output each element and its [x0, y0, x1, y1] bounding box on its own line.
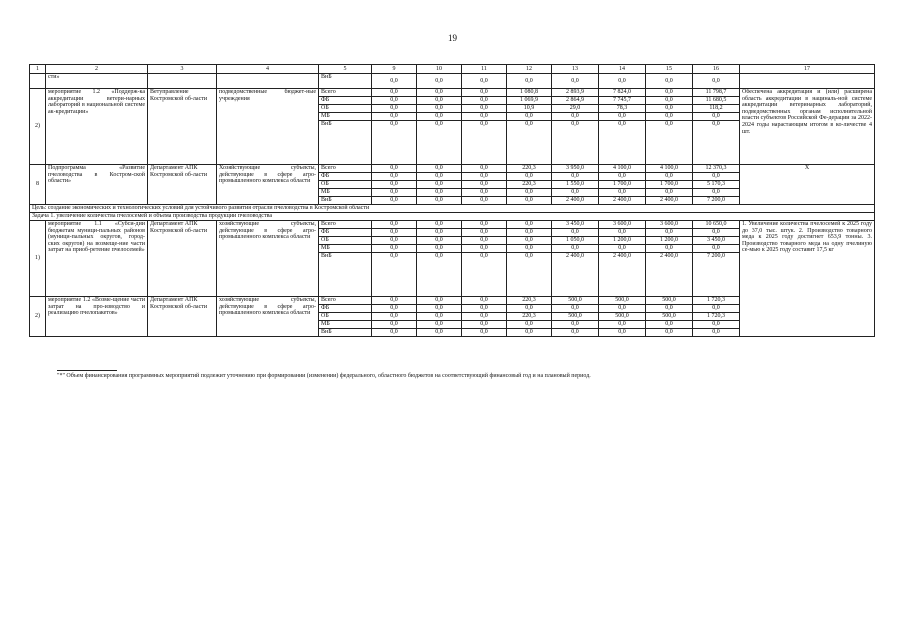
- value-cell: 4 100,0: [599, 165, 646, 173]
- value-cell: 0,0: [599, 74, 646, 89]
- value-cell: 1 080,8: [507, 89, 552, 97]
- value-cell: 0,0: [599, 245, 646, 253]
- value-cell: 0,0: [462, 173, 507, 181]
- value-cell: 0,0: [462, 105, 507, 113]
- value-cell: 0,0: [693, 173, 740, 181]
- row-title: мероприятие 1.2 «Поддерж-ка аккредитации ветери-нарных лабораторий в национальной системе ак-кредитации»: [46, 89, 148, 165]
- value-cell: 0,0: [417, 321, 462, 329]
- value-cell: 0,0: [646, 329, 693, 337]
- value-cell: 1 700,0: [646, 181, 693, 189]
- value-cell: 0,0: [417, 313, 462, 321]
- fund-source: ОБ: [319, 181, 372, 189]
- value-cell: 0,0: [507, 237, 552, 245]
- value-cell: 0,0: [646, 105, 693, 113]
- column-header: 11: [462, 65, 507, 74]
- value-cell: 1 069,9: [507, 97, 552, 105]
- value-cell: 2 400,0: [646, 253, 693, 297]
- value-cell: 7 824,0: [599, 89, 646, 97]
- column-header: 9: [372, 65, 417, 74]
- value-cell: 0,0: [507, 189, 552, 197]
- value-cell: 0,0: [646, 321, 693, 329]
- value-cell: 3 600,0: [599, 221, 646, 229]
- result: Обеспечена аккредитация и (или) расширена область аккредитации в нациналь-ной системе аккредитации ветеринарных лабораторий, подведомственных органам исполнительной власти субъектов Российской Фе-дерации за 2022-2024 годы нарастающим итогом в ко-личестве 4 шт.: [740, 89, 875, 165]
- fund-source: ВнБ: [319, 197, 372, 205]
- fund-source: ФБ: [319, 229, 372, 237]
- value-cell: 0,0: [372, 245, 417, 253]
- value-cell: 0,0: [646, 113, 693, 121]
- fund-source: ФБ: [319, 173, 372, 181]
- value-cell: 1 550,0: [552, 181, 599, 189]
- fund-source: ОБ: [319, 313, 372, 321]
- value-cell: 0,0: [372, 253, 417, 297]
- value-cell: 0,0: [552, 121, 599, 165]
- value-cell: 500,0: [646, 313, 693, 321]
- value-cell: 0,0: [462, 189, 507, 197]
- fund-source: ВнБ: [319, 329, 372, 337]
- value-cell: 0,0: [462, 221, 507, 229]
- value-cell: 2 893,9: [552, 89, 599, 97]
- row-title: Подпрограмма «Развитие пчеловодства в Костром-ской области»: [46, 165, 148, 205]
- column-header: 1: [30, 65, 46, 74]
- value-cell: 10,9: [507, 105, 552, 113]
- fund-source: ФБ: [319, 305, 372, 313]
- value-cell: 0,0: [507, 113, 552, 121]
- value-cell: 0,0: [417, 74, 462, 89]
- fund-source: МБ: [319, 321, 372, 329]
- value-cell: 0,0: [507, 197, 552, 205]
- value-cell: 78,3: [599, 105, 646, 113]
- budget-table: [29, 64, 875, 337]
- value-cell: 0,0: [552, 173, 599, 181]
- value-cell: 220,3: [507, 165, 552, 173]
- value-cell: 0,0: [552, 245, 599, 253]
- value-cell: 0,0: [462, 329, 507, 337]
- value-cell: 500,0: [646, 297, 693, 305]
- value-cell: 0,0: [372, 305, 417, 313]
- header-row: [30, 65, 875, 74]
- row-title: сти»: [46, 74, 148, 89]
- value-cell: 2 864,9: [552, 97, 599, 105]
- value-cell: 0,0: [599, 113, 646, 121]
- value-cell: 0,0: [462, 245, 507, 253]
- row-number: [30, 74, 46, 89]
- value-cell: 0,0: [507, 245, 552, 253]
- value-cell: 1 720,3: [693, 313, 740, 321]
- value-cell: 0,0: [599, 329, 646, 337]
- fund-source: ОБ: [319, 105, 372, 113]
- column-header: 12: [507, 65, 552, 74]
- column-header: 2: [46, 65, 148, 74]
- table-body: [30, 65, 875, 337]
- value-cell: 0,0: [507, 173, 552, 181]
- value-cell: 0,0: [507, 321, 552, 329]
- value-cell: 29,0: [552, 105, 599, 113]
- value-cell: 0,0: [462, 237, 507, 245]
- value-cell: 0,0: [599, 305, 646, 313]
- value-cell: 0,0: [417, 297, 462, 305]
- value-cell: 2 400,0: [552, 197, 599, 205]
- column-header: 4: [217, 65, 319, 74]
- value-cell: 0,0: [417, 165, 462, 173]
- value-cell: 0,0: [372, 97, 417, 105]
- value-cell: 12 370,3: [693, 165, 740, 173]
- value-cell: 0,0: [599, 189, 646, 197]
- fund-source: ВнБ: [319, 74, 372, 89]
- value-cell: 0,0: [417, 181, 462, 189]
- value-cell: 0,0: [417, 305, 462, 313]
- fund-source: ВнБ: [319, 121, 372, 165]
- value-cell: 0,0: [599, 121, 646, 165]
- value-cell: 0,0: [646, 97, 693, 105]
- value-cell: 0,0: [646, 245, 693, 253]
- value-cell: 0,0: [462, 74, 507, 89]
- value-cell: 0,0: [417, 229, 462, 237]
- task-text: Задача 1. увеличение количества пчелосемей и объема производства продукции пчеловодства: [30, 213, 875, 221]
- recipient: Хозяйствующие субъекты, действующие в сфере агро-промышленного комплекса области: [217, 165, 319, 205]
- fund-source: ВнБ: [319, 253, 372, 297]
- value-cell: 0,0: [693, 329, 740, 337]
- value-cell: 0,0: [693, 189, 740, 197]
- value-cell: 0,0: [417, 197, 462, 205]
- fund-source: Всего: [319, 89, 372, 97]
- value-cell: 0,0: [372, 121, 417, 165]
- value-cell: 0,0: [599, 173, 646, 181]
- value-cell: 0,0: [507, 121, 552, 165]
- value-cell: 500,0: [599, 313, 646, 321]
- value-cell: 0,0: [462, 321, 507, 329]
- value-cell: 0,0: [372, 113, 417, 121]
- value-cell: 0,0: [417, 329, 462, 337]
- value-cell: 220,3: [507, 181, 552, 189]
- value-cell: 0,0: [417, 97, 462, 105]
- value-cell: 0,0: [417, 237, 462, 245]
- value-cell: 1 200,0: [646, 237, 693, 245]
- value-cell: 0,0: [646, 89, 693, 97]
- column-header: 3: [148, 65, 217, 74]
- value-cell: 0,0: [372, 197, 417, 205]
- value-cell: 0,0: [372, 221, 417, 229]
- row-title: мероприятие 1.2 «Возме-щение части затрат на про-изводство и реализацию пчелопакетов»: [46, 297, 148, 337]
- result: Х: [740, 165, 875, 205]
- value-cell: 0,0: [417, 253, 462, 297]
- value-cell: 2 400,0: [599, 197, 646, 205]
- value-cell: 500,0: [599, 297, 646, 305]
- value-cell: 1 200,0: [599, 237, 646, 245]
- value-cell: 220,3: [507, 297, 552, 305]
- fund-source: Всего: [319, 165, 372, 173]
- value-cell: 0,0: [552, 321, 599, 329]
- recipient: хозяйствующие субъекты, действующие в сфере агро-промышленного комплекса области: [217, 221, 319, 297]
- column-header: 10: [417, 65, 462, 74]
- value-cell: 2 400,0: [646, 197, 693, 205]
- page-number: 19: [448, 33, 457, 43]
- executor: Департамент АПК Костромской об-ласти: [148, 221, 217, 297]
- value-cell: 11 680,5: [693, 97, 740, 105]
- value-cell: 0,0: [462, 181, 507, 189]
- value-cell: 0,0: [462, 121, 507, 165]
- value-cell: 0,0: [552, 74, 599, 89]
- fund-source: МБ: [319, 189, 372, 197]
- value-cell: 0,0: [646, 121, 693, 165]
- value-cell: 0,0: [462, 89, 507, 97]
- value-cell: 7 745,7: [599, 97, 646, 105]
- fund-source: Всего: [319, 297, 372, 305]
- executor: Ветуправление Костромской об-ласти: [148, 89, 217, 165]
- value-cell: 0,0: [372, 74, 417, 89]
- value-cell: 0,0: [599, 229, 646, 237]
- table-row: [30, 74, 875, 89]
- value-cell: 0,0: [693, 229, 740, 237]
- value-cell: 0,0: [693, 121, 740, 165]
- value-cell: 0,0: [646, 74, 693, 89]
- value-cell: 500,0: [552, 313, 599, 321]
- goal-row: [30, 205, 875, 213]
- column-header: 5: [319, 65, 372, 74]
- value-cell: 0,0: [372, 189, 417, 197]
- value-cell: 0,0: [507, 253, 552, 297]
- value-cell: 0,0: [693, 74, 740, 89]
- goal-text: Цель: создание экономических и технологических условий для устойчивого развития отрасли пчеловодства в Костромской области: [30, 205, 875, 213]
- value-cell: 4 100,0: [646, 165, 693, 173]
- value-cell: 0,0: [462, 113, 507, 121]
- executor: [148, 74, 217, 89]
- result: 1. Увеличение количества пчелосемей к 2025 году до 37,0 тыс. штук. 2. Производство товарного меда к 2025 году достигнет 653,9 тонны. 3. Производство товарного меда на одну пчелиную се-мью к 2025 году составит 17,5 кг: [740, 221, 875, 337]
- value-cell: 0,0: [462, 253, 507, 297]
- value-cell: 10 650,0: [693, 221, 740, 229]
- value-cell: 0,0: [693, 245, 740, 253]
- value-cell: 0,0: [417, 189, 462, 197]
- column-header: 13: [552, 65, 599, 74]
- row-title: мероприятие 1.1 «Субси-дии бюджетам муници-пальных районов (муници-пальных округов, город-ских округов) на возмеще-ние части затрат на приоб-ретение пчелосемей»: [46, 221, 148, 297]
- result: [740, 74, 875, 89]
- value-cell: 0,0: [507, 221, 552, 229]
- value-cell: 0,0: [417, 245, 462, 253]
- fund-source: ФБ: [319, 97, 372, 105]
- value-cell: 1 050,0: [552, 237, 599, 245]
- recipient: подведомственные бюджет-ные учреждения: [217, 89, 319, 165]
- value-cell: 0,0: [417, 221, 462, 229]
- value-cell: 0,0: [552, 229, 599, 237]
- value-cell: 500,0: [552, 297, 599, 305]
- value-cell: 0,0: [372, 237, 417, 245]
- value-cell: 0,0: [372, 313, 417, 321]
- value-cell: 1 720,3: [693, 297, 740, 305]
- value-cell: 0,0: [599, 321, 646, 329]
- value-cell: 0,0: [507, 305, 552, 313]
- value-cell: 220,3: [507, 313, 552, 321]
- table-row: [30, 221, 875, 229]
- footnote-divider: [57, 370, 117, 371]
- value-cell: 0,0: [417, 105, 462, 113]
- value-cell: 0,0: [646, 173, 693, 181]
- value-cell: 0,0: [507, 74, 552, 89]
- value-cell: 0,0: [462, 313, 507, 321]
- value-cell: 0,0: [693, 113, 740, 121]
- value-cell: 0,0: [417, 173, 462, 181]
- value-cell: 0,0: [417, 89, 462, 97]
- table-row: [30, 165, 875, 173]
- column-header: 16: [693, 65, 740, 74]
- value-cell: 0,0: [646, 189, 693, 197]
- value-cell: 0,0: [372, 89, 417, 97]
- value-cell: 0,0: [462, 197, 507, 205]
- value-cell: 0,0: [462, 305, 507, 313]
- value-cell: 3 450,0: [552, 221, 599, 229]
- fund-source: МБ: [319, 245, 372, 253]
- value-cell: 0,0: [507, 229, 552, 237]
- recipient: [217, 74, 319, 89]
- value-cell: 3 450,0: [693, 237, 740, 245]
- value-cell: 1 700,0: [599, 181, 646, 189]
- value-cell: 7 200,0: [693, 197, 740, 205]
- table-row: [30, 89, 875, 97]
- row-number: 2): [30, 297, 46, 337]
- value-cell: 2 400,0: [552, 253, 599, 297]
- value-cell: 0,0: [372, 297, 417, 305]
- executor: Департамент АПК Костромской об-ласти: [148, 165, 217, 205]
- value-cell: 3 600,0: [646, 221, 693, 229]
- row-number: 1): [30, 221, 46, 297]
- value-cell: 0,0: [372, 105, 417, 113]
- column-header: 17: [740, 65, 875, 74]
- row-number: 2): [30, 89, 46, 165]
- value-cell: 0,0: [507, 329, 552, 337]
- value-cell: 0,0: [462, 165, 507, 173]
- column-header: 14: [599, 65, 646, 74]
- value-cell: 0,0: [372, 181, 417, 189]
- value-cell: 0,0: [372, 165, 417, 173]
- value-cell: 0,0: [552, 329, 599, 337]
- footnote: "*" Объем финансирования программных мероприятий подлежит уточнению при формировании (изменении) федерального, областного бюджетов на соответствующий финансовый год и на плановый период.: [57, 373, 591, 379]
- value-cell: 0,0: [552, 113, 599, 121]
- recipient: хозяйствующие субъекты, действующие в сфере агро-промышленного комплекса области: [217, 297, 319, 337]
- column-header: 15: [646, 65, 693, 74]
- value-cell: 0,0: [462, 229, 507, 237]
- value-cell: 0,0: [552, 189, 599, 197]
- value-cell: 0,0: [372, 329, 417, 337]
- value-cell: 0,0: [417, 113, 462, 121]
- value-cell: 118,2: [693, 105, 740, 113]
- executor: Департамент АПК Костромской об-ласти: [148, 297, 217, 337]
- value-cell: 5 170,3: [693, 181, 740, 189]
- task-row: [30, 213, 875, 221]
- value-cell: 7 200,0: [693, 253, 740, 297]
- value-cell: 2 400,0: [599, 253, 646, 297]
- value-cell: 0,0: [693, 321, 740, 329]
- fund-source: МБ: [319, 113, 372, 121]
- value-cell: 0,0: [462, 97, 507, 105]
- value-cell: 0,0: [646, 229, 693, 237]
- value-cell: 0,0: [372, 321, 417, 329]
- fund-source: ОБ: [319, 237, 372, 245]
- value-cell: 11 798,7: [693, 89, 740, 97]
- fund-source: Всего: [319, 221, 372, 229]
- value-cell: 3 950,0: [552, 165, 599, 173]
- value-cell: 0,0: [417, 121, 462, 165]
- value-cell: 0,0: [552, 305, 599, 313]
- value-cell: 0,0: [646, 305, 693, 313]
- row-number: 8: [30, 165, 46, 205]
- value-cell: 0,0: [462, 297, 507, 305]
- value-cell: 0,0: [372, 173, 417, 181]
- value-cell: 0,0: [372, 229, 417, 237]
- value-cell: 0,0: [693, 305, 740, 313]
